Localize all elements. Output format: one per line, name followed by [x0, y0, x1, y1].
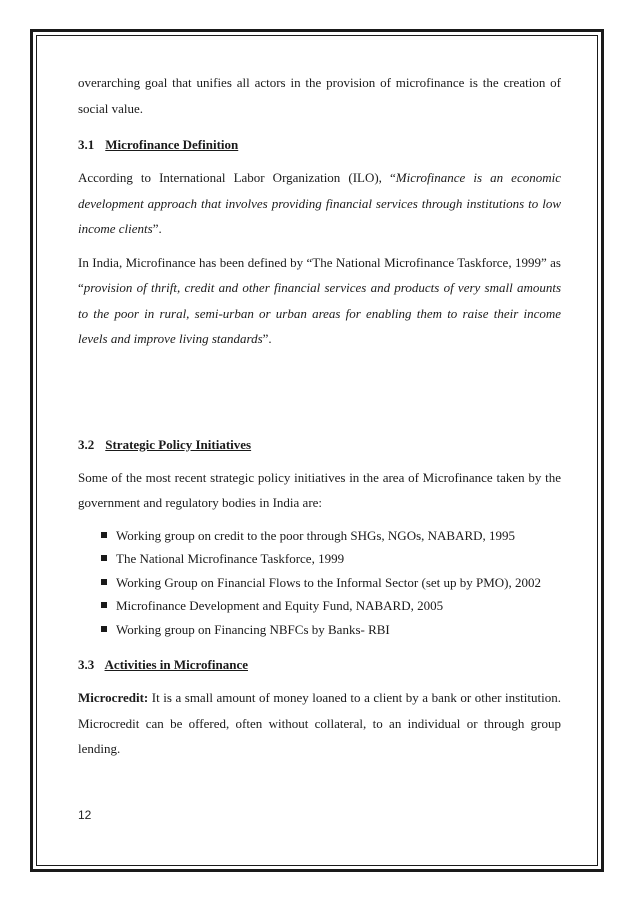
india-suffix: ”. — [262, 331, 272, 346]
list-item-text: The National Microfinance Taskforce, 1999 — [116, 551, 345, 566]
intro-paragraph: overarching goal that unifies all actors in the provision of microfinance is the creation of social value. — [78, 75, 561, 116]
page-number: 12 — [78, 808, 92, 822]
microcredit-definition: It is a small amount of money loaned to a client by a bank or other institution. Microcredit can be offered, often without collateral, to an individual or through group lending. — [78, 690, 561, 756]
page-content — [78, 70, 561, 762]
list-item-text: Microfinance Development and Equity Fund, NABARD, 2005 — [116, 598, 444, 613]
list-item — [101, 618, 561, 642]
india-prefix: In India, Microfinance has been defined by “The National Microfinance Taskforce, 1999” as “ — [78, 254, 561, 295]
ilo-definition-paragraph — [78, 165, 561, 242]
india-quote: provision of thrift, credit and other financial services and products of very small amounts to the poor in rural, semi-urban or urban areas for enabling them to raise their income levels and improve living standards — [78, 280, 561, 346]
section-3-2-heading — [78, 432, 561, 457]
list-item — [101, 571, 561, 595]
section-3-1-title: Microfinance Definition — [105, 137, 239, 152]
india-definition-paragraph — [78, 250, 561, 352]
section-3-3-title: Activities in Microfinance — [104, 657, 248, 672]
ilo-prefix: According to International Labor Organization (ILO), “ — [78, 170, 396, 185]
section-3-1-heading — [78, 132, 561, 157]
section-3-1-number: 3.1 — [78, 137, 95, 152]
list-item — [101, 547, 561, 571]
section-3-3-number: 3.3 — [78, 657, 95, 672]
list-item — [101, 524, 561, 548]
square-bullet-icon — [101, 602, 107, 608]
ilo-quote: Microfinance is an economic development approach that involves providing financial services through institutions to low income clients — [78, 170, 561, 236]
list-item-text: Working group on Financing NBFCs by Banks- RBI — [116, 621, 390, 637]
square-bullet-icon — [101, 555, 107, 561]
square-bullet-icon — [101, 532, 107, 538]
list-item-text: Working group on credit to the poor through SHGs, NGOs, NABARD, 1995 — [116, 527, 516, 543]
section-3-2-title: Strategic Policy Initiatives — [105, 436, 252, 452]
square-bullet-icon — [101, 626, 107, 632]
microcredit-term: Microcredit: — [78, 690, 149, 705]
microcredit-paragraph — [78, 685, 561, 762]
section-3-2-number: 3.2 — [78, 436, 95, 452]
square-bullet-icon — [101, 579, 107, 585]
ilo-suffix: ”. — [152, 221, 162, 236]
policy-list — [78, 524, 561, 642]
section-3-3-heading — [78, 652, 561, 677]
list-item — [101, 594, 561, 618]
policy-intro-paragraph: Some of the most recent strategic policy initiatives in the area of Microfinance taken by the government and regulatory bodies in India are: — [78, 469, 561, 510]
list-item-text: Working Group on Financial Flows to the Informal Sector (set up by PMO), 2002 — [116, 574, 542, 590]
